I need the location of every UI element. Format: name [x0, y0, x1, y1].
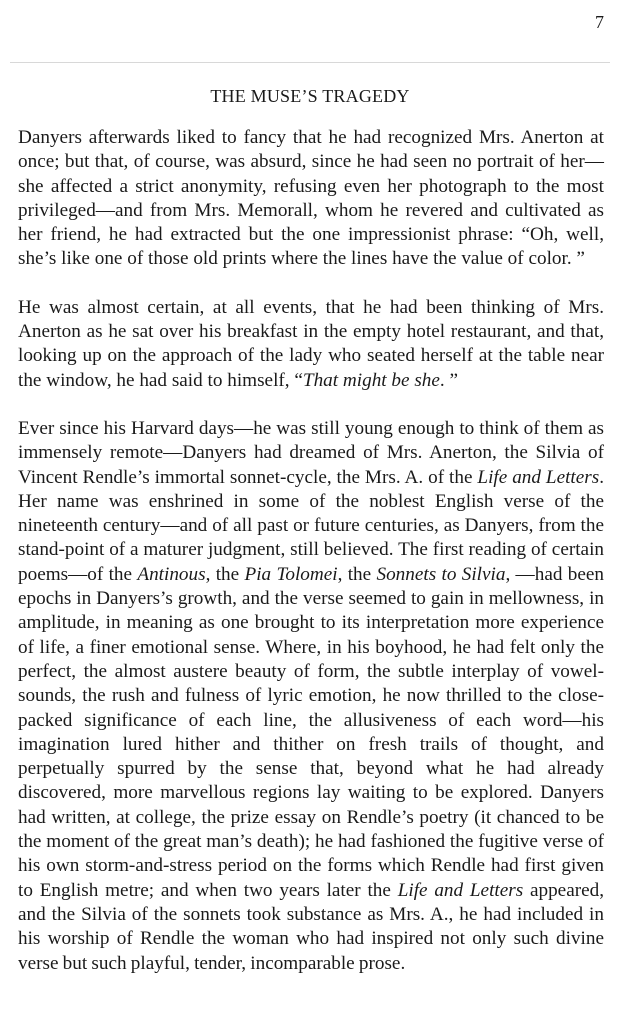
italic-text-segment: Life and Letters — [477, 466, 600, 488]
text-segment: . ” — [439, 369, 459, 391]
text-segment: appeared, and the Silvia of the sonnets took substance as Mrs. A., he had included in his worship of Rendle the woman who had inspired not only such divine verse but such playful, tender, incomparable prose. — [18, 879, 605, 974]
text-segment: He was almost certain, at all events, that he had been thinking of Mrs. Anerton as he sat over his breakfast in the empty hotel restaurant, and that, looking up on the approach of the lady who seated herself at the table near the window, he had said to himself, “ — [18, 296, 604, 391]
text-segment: . Her name was enshrined in some of the noblest English verse of the nineteenth century—and of all past or future centuries, as Danyers, from the stand-point of a maturer judgment, still believed. The first reading of certain poems—of the — [18, 466, 604, 585]
italic-text-segment: Pia Tolomei — [244, 563, 338, 585]
page-number: 7 — [595, 12, 604, 32]
text-segment: , the — [337, 563, 377, 585]
chapter-title: THE MUSE’S TRAGEDY — [210, 86, 410, 106]
italic-text-segment: Life and Letters — [397, 879, 524, 901]
text-segment: Ever since his Harvard days—he was still young enough to think of them as immensely remote—Danyers had dreamed of Mrs. Anerton, the Silvia of Vincent Rendle’s immortal sonnet-cycle, the Mrs. A. of the — [18, 417, 604, 488]
text-segment: Danyers afterwards liked to fancy that he had recognized Mrs. Anerton at once; but that, of course, was absurd, since he had seen no portrait of her—she affected a strict anonymity, refusing even her photograph to the most privileged—and from Mrs. Memorall, whom he revered and cultivated as her friend, he had extracted but the one impressionist phrase: “Oh, well, she’s like one of those old prints where the lines have the value of color. ” — [18, 127, 604, 270]
text-segment: , the — [205, 563, 245, 585]
italic-text-segment: That might be she — [302, 369, 440, 391]
header-divider — [10, 62, 610, 63]
paragraph-2 — [18, 296, 604, 393]
paragraph-1 — [18, 126, 604, 272]
body-text — [18, 126, 604, 976]
text-segment: , —had been epochs in Danyers’s growth, and the verse seemed to gain in mellowness, in amplitude, in meaning as one brought to its interpretation more experience of life, a finer emotional sense. Where, in his boyhood, he had felt only the perfect, the almost austere beauty of form, the subtle interplay of vowel-sounds, the rush and fulness of lyric emotion, he now thrilled to the close-packed significance of each line, the allusiveness of each word—his imagination lured hither and thither on fresh trails of thought, and perpetually spurred by the sense that, beyond what he had already discovered, more marvellous regions lay waiting to be explored. Danyers had written, at college, the prize essay on Rendle’s poetry (it chanced to be the moment of the great man’s death); he had fashioned the fugitive verse of his own storm-and-stress period on the forms which Rendle had first given to English metre; and when two years later the — [18, 563, 604, 901]
italic-text-segment: Sonnets to Silvia — [376, 563, 506, 585]
italic-text-segment: Antinous — [137, 563, 206, 585]
paragraph-3 — [18, 417, 604, 976]
